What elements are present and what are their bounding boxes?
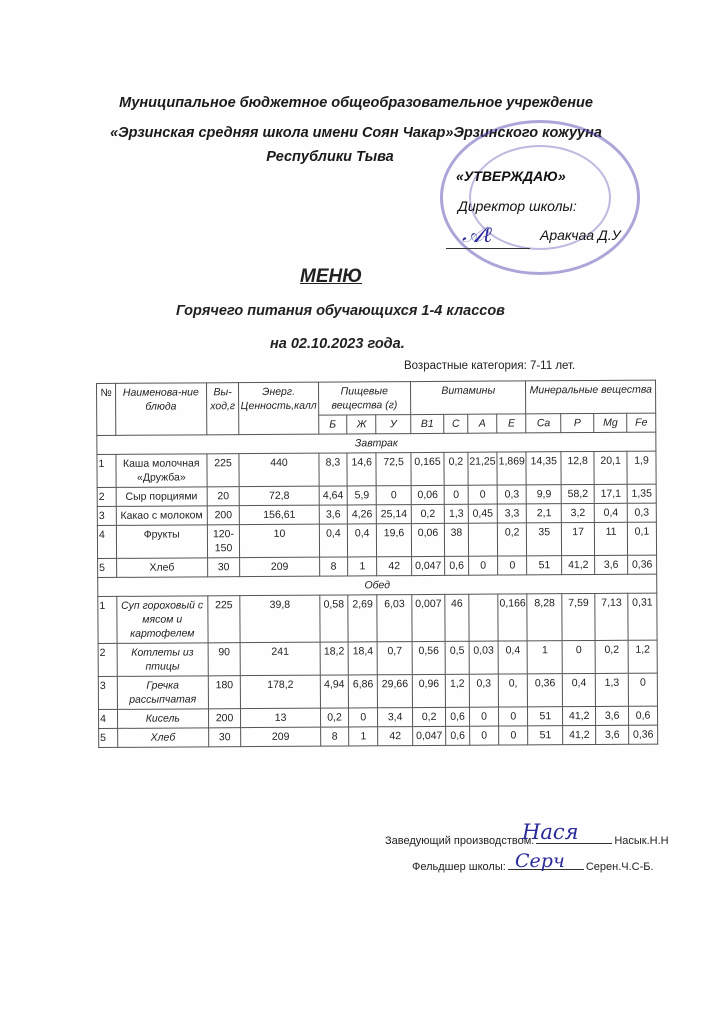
cell-fe: 0,36 <box>628 555 657 574</box>
cell-energy: 39,8 <box>240 595 319 642</box>
cell-energy: 10 <box>240 524 319 557</box>
cell-p: 7,59 <box>562 593 595 640</box>
cell-mg: 7,13 <box>595 593 628 640</box>
cell-ca: 35 <box>527 523 562 556</box>
cell-name: Фрукты <box>116 525 207 559</box>
cell-c: 0,6 <box>445 556 469 575</box>
org-name-line3: Республики Тыва <box>266 149 394 165</box>
cell-ca: 8,28 <box>527 594 562 641</box>
cell-zh: 0,4 <box>348 524 377 557</box>
cell-zh: 14,6 <box>347 453 376 486</box>
cell-name: Хлеб <box>118 728 209 748</box>
cell-energy: 13 <box>241 708 320 727</box>
cell-c: 1,3 <box>444 504 468 523</box>
medic-label: Фельдшер школы: <box>412 861 506 873</box>
col-energy: Энерг. Ценность,калл <box>239 382 318 434</box>
cell-name: Кисель <box>117 709 208 729</box>
cell-ca: 1 <box>527 641 562 674</box>
cell-n: 3 <box>98 676 117 709</box>
director-name: Аракчаа Д.У <box>540 227 621 243</box>
cell-yield: 200 <box>208 709 241 728</box>
cell-b: 3,6 <box>319 505 348 524</box>
cell-fe: 0,31 <box>628 593 657 640</box>
cell-fe: 0 <box>628 673 657 706</box>
cell-ca: 51 <box>528 726 563 745</box>
cell-c: 1,2 <box>445 674 469 707</box>
cell-p: 0,4 <box>562 673 595 706</box>
cell-name: Каша молочная «Дружба» <box>116 454 207 488</box>
col-e: E <box>497 414 526 433</box>
cell-b1: 0,56 <box>412 641 445 674</box>
col-carbs: У <box>376 415 411 434</box>
production-signature: Нася <box>522 820 579 844</box>
cell-zh: 2,69 <box>348 595 377 642</box>
cell-p: 58,2 <box>561 484 594 503</box>
cell-energy: 178,2 <box>241 675 320 708</box>
cell-ca: 0,36 <box>528 674 563 707</box>
cell-zh: 18,4 <box>348 642 377 675</box>
cell-a: 0 <box>469 707 498 726</box>
table-row <box>98 593 657 643</box>
cell-c: 0,6 <box>446 726 470 745</box>
cell-mg: 3,6 <box>596 706 629 725</box>
col-fe: Fe <box>627 413 656 432</box>
table-row <box>97 451 656 487</box>
col-b1: B1 <box>411 414 444 433</box>
menu-table <box>96 380 658 748</box>
cell-energy: 241 <box>241 642 320 675</box>
cell-b: 4,94 <box>320 675 349 708</box>
cell-e: 0 <box>498 556 527 575</box>
cell-u: 0 <box>376 486 411 505</box>
cell-n: 2 <box>97 487 116 506</box>
cell-fe: 0,3 <box>627 503 656 522</box>
cell-u: 29,66 <box>377 675 412 708</box>
cell-b1: 0,2 <box>412 707 445 726</box>
cell-e: 0,3 <box>497 485 526 504</box>
cell-b1: 0,96 <box>412 674 445 707</box>
table-row <box>98 673 657 709</box>
cell-yield: 30 <box>207 558 240 577</box>
section-title: Обед <box>98 574 657 596</box>
cell-ca: 9,9 <box>527 485 562 504</box>
production-manager-label: Заведующий производством: <box>385 835 535 847</box>
table-body <box>97 432 658 747</box>
cell-c: 0 <box>444 485 468 504</box>
cell-p: 41,2 <box>563 706 596 725</box>
cell-e: 0,4 <box>498 641 527 674</box>
cell-b: 8,3 <box>318 453 347 486</box>
col-minerals: Минеральные вещества <box>526 380 656 414</box>
cell-mg: 3,6 <box>596 725 629 744</box>
cell-b: 0,2 <box>320 708 349 727</box>
cell-energy: 440 <box>239 453 318 486</box>
cell-e: 0,2 <box>497 523 526 556</box>
col-a: A <box>468 414 497 433</box>
cell-a: 0,45 <box>468 504 497 523</box>
cell-mg: 11 <box>594 522 627 555</box>
cell-u: 42 <box>377 557 412 576</box>
cell-energy: 209 <box>241 727 320 746</box>
medic-name: Серен.Ч.С-Б. <box>585 861 654 873</box>
cell-u: 25,14 <box>376 505 411 524</box>
cell-c: 0,5 <box>445 641 469 674</box>
cell-p: 0 <box>562 640 595 673</box>
cell-yield: 20 <box>207 487 240 506</box>
cell-name: Суп гороховый с мясом и картофелем <box>117 596 208 644</box>
cell-yield: 225 <box>206 454 239 487</box>
cell-e: 3,3 <box>497 504 526 523</box>
cell-a <box>468 523 497 556</box>
cell-n: 4 <box>98 709 117 728</box>
cell-e: 0 <box>499 707 528 726</box>
col-p: P <box>561 413 594 432</box>
cell-n: 5 <box>98 558 117 577</box>
cell-energy: 156,61 <box>240 505 319 524</box>
cell-energy: 209 <box>240 557 319 576</box>
cell-fe: 0,36 <box>629 725 658 744</box>
cell-p: 41,2 <box>562 555 595 574</box>
cell-b: 8 <box>319 557 348 576</box>
cell-u: 6,03 <box>377 595 412 642</box>
org-name-line2: «Эрзинская средняя школа имени Соян Чакар»Эрзинского кожууна <box>110 125 602 141</box>
cell-u: 72,5 <box>376 453 411 486</box>
cell-fe: 1,2 <box>628 640 657 673</box>
cell-fe: 0,6 <box>629 706 658 725</box>
col-name: Наименова-ние блюда <box>115 383 206 436</box>
medic-signature: Серч <box>515 850 565 872</box>
cell-ca: 51 <box>527 556 562 575</box>
cell-b: 18,2 <box>320 642 349 675</box>
col-fat: Ж <box>347 415 376 434</box>
cell-n: 5 <box>99 728 118 747</box>
cell-mg: 20,1 <box>594 451 627 484</box>
cell-fe: 1,9 <box>627 451 656 484</box>
cell-n: 3 <box>97 506 116 525</box>
menu-title: МЕНЮ <box>300 266 363 287</box>
col-mg: Mg <box>594 413 627 432</box>
cell-name: Гречка рассыпчатая <box>117 676 208 710</box>
cell-n: 1 <box>98 596 117 643</box>
col-protein: Б <box>318 415 347 434</box>
cell-u: 42 <box>378 727 413 746</box>
cell-a: 21,25 <box>468 452 497 485</box>
table-row <box>97 522 656 558</box>
cell-yield: 30 <box>208 728 241 747</box>
cell-fe: 0,1 <box>627 522 656 555</box>
cell-p: 12,8 <box>561 451 594 484</box>
cell-b1: 0,047 <box>412 556 445 575</box>
cell-a: 0 <box>468 556 497 575</box>
cell-zh: 1 <box>349 727 378 746</box>
cell-p: 17 <box>562 522 595 555</box>
cell-c: 0,2 <box>444 452 468 485</box>
cell-a: 0,03 <box>469 641 498 674</box>
cell-ca: 51 <box>528 707 563 726</box>
cell-b1: 0,165 <box>411 452 444 485</box>
cell-ca: 2,1 <box>527 504 562 523</box>
cell-fe: 1,35 <box>627 484 656 503</box>
col-vitamins: Витамины <box>410 381 526 415</box>
cell-p: 41,2 <box>563 725 596 744</box>
col-num: № <box>97 383 116 435</box>
org-name-line1: Муниципальное бюджетное общеобразовательное учреждение <box>119 95 593 111</box>
cell-n: 4 <box>97 525 116 558</box>
director-position: Директор школы: <box>458 198 577 214</box>
cell-a: 0 <box>468 485 497 504</box>
production-manager-name: Насык.Н.Н <box>614 835 669 847</box>
cell-name: Котлеты из птицы <box>117 643 208 677</box>
cell-b1: 0,06 <box>411 485 444 504</box>
cell-c: 38 <box>445 523 469 556</box>
section-title: Завтрак <box>97 432 656 454</box>
menu-date: на 02.10.2023 года. <box>270 336 405 352</box>
age-category: Возрастные категория: 7-11 лет. <box>404 360 576 372</box>
cell-b1: 0,06 <box>411 523 444 556</box>
approve-label: «УТВЕРЖДАЮ» <box>456 168 566 184</box>
cell-b1: 0,047 <box>413 726 446 745</box>
cell-b: 0,4 <box>319 524 348 557</box>
cell-mg: 3,6 <box>595 555 628 574</box>
cell-yield: 200 <box>207 506 240 525</box>
cell-a: 0 <box>469 726 498 745</box>
cell-yield: 90 <box>208 643 241 676</box>
cell-energy: 72,8 <box>240 486 319 505</box>
director-signature-line <box>446 248 530 249</box>
cell-b: 8 <box>320 727 349 746</box>
cell-zh: 5,9 <box>347 486 376 505</box>
cell-name: Сыр порциями <box>116 487 207 507</box>
cell-p: 3,2 <box>561 503 594 522</box>
cell-zh: 4,26 <box>348 505 377 524</box>
table-row <box>98 640 657 676</box>
cell-e: 0, <box>498 674 527 707</box>
cell-n: 1 <box>97 454 116 487</box>
cell-c: 0,6 <box>446 707 470 726</box>
cell-name: Какао с молоком <box>116 506 207 526</box>
menu-subtitle: Горячего питания обучающихся 1-4 классов <box>176 303 505 319</box>
cell-u: 0,7 <box>377 642 412 675</box>
cell-yield: 120-150 <box>207 525 240 558</box>
cell-ca: 14,35 <box>526 452 561 485</box>
cell-b1: 0,007 <box>412 594 445 641</box>
cell-zh: 6,86 <box>349 675 378 708</box>
col-yield: Вы-ход,г <box>206 383 239 435</box>
cell-c: 46 <box>445 594 469 641</box>
cell-yield: 180 <box>208 676 241 709</box>
cell-zh: 1 <box>348 557 377 576</box>
cell-e: 1,869 <box>497 452 526 485</box>
col-c: C <box>444 414 468 433</box>
cell-yield: 225 <box>207 596 240 643</box>
cell-name: Хлеб <box>117 558 208 578</box>
col-ca: Ca <box>526 414 561 433</box>
cell-mg: 0,2 <box>595 640 628 673</box>
col-nutrients: Пищевые вещества (г) <box>318 382 411 416</box>
cell-u: 3,4 <box>378 708 413 727</box>
table-row <box>99 725 658 747</box>
cell-b1: 0,2 <box>411 504 444 523</box>
cell-mg: 17,1 <box>594 484 627 503</box>
cell-b: 4,64 <box>319 486 348 505</box>
cell-u: 19,6 <box>377 524 412 557</box>
cell-mg: 1,3 <box>595 673 628 706</box>
cell-n: 2 <box>98 643 117 676</box>
cell-e: 0 <box>499 726 528 745</box>
table-header-row <box>97 380 656 416</box>
director-signature: 𝒜ℓ <box>462 223 492 248</box>
cell-e: 0,166 <box>498 594 528 641</box>
cell-b: 0,58 <box>319 595 348 642</box>
cell-a: 0,3 <box>469 674 498 707</box>
cell-zh: 0 <box>349 708 378 727</box>
cell-a <box>469 594 499 641</box>
cell-mg: 0,4 <box>594 503 627 522</box>
